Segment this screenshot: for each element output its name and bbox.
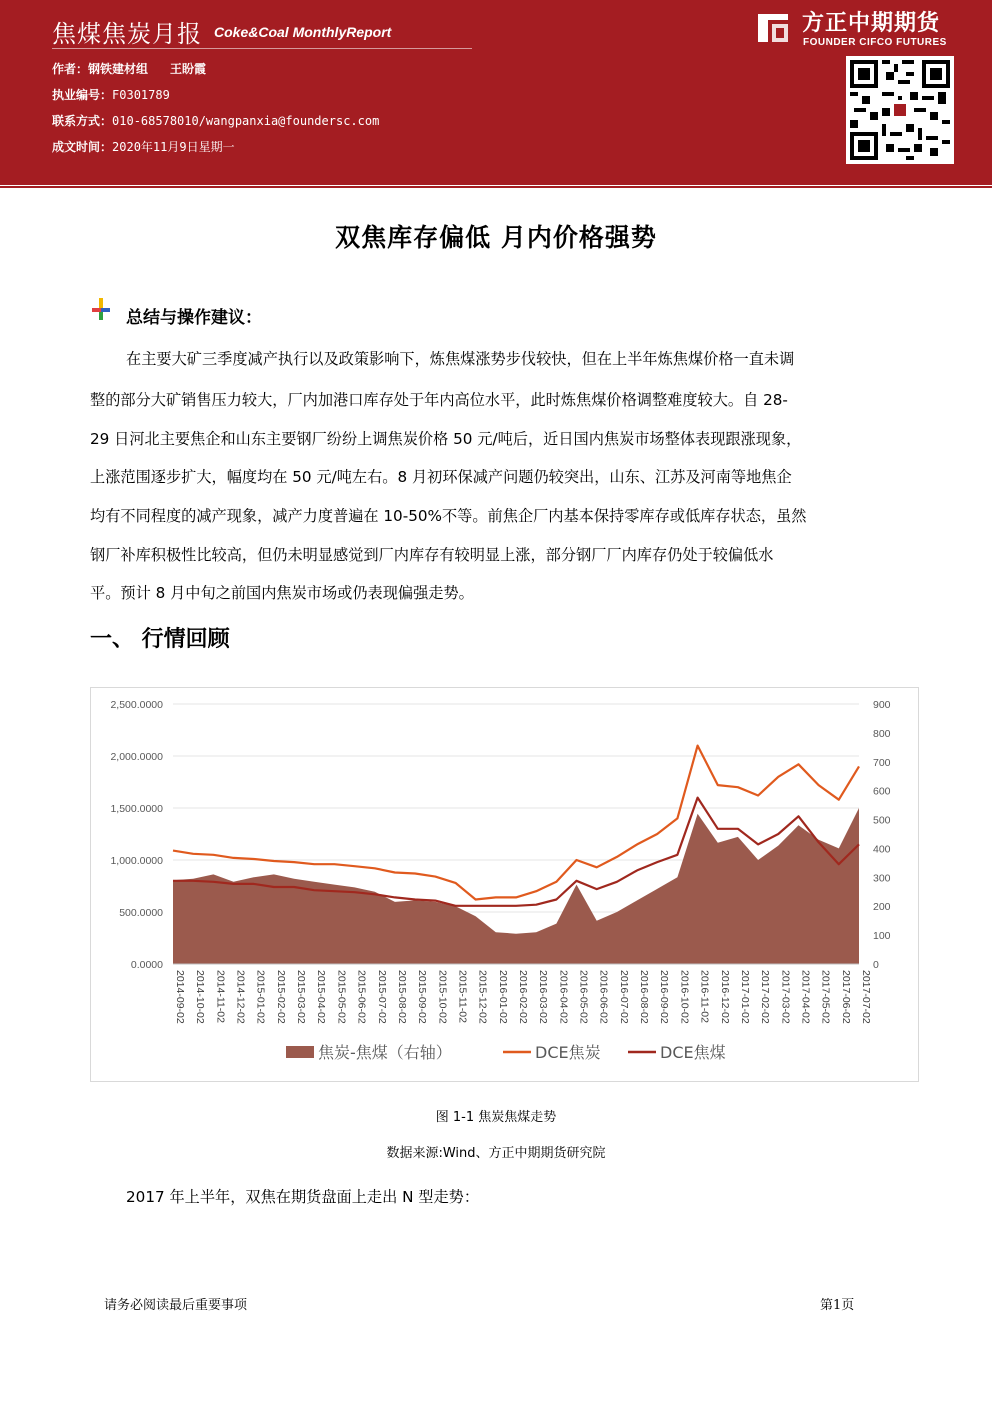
x-tick-label: 2016-12-02: [718, 970, 731, 1024]
date-value: 2020年11月9日星期一: [112, 140, 235, 154]
author-group: 钢铁建材组: [88, 62, 149, 76]
x-tick-label: 2016-05-02: [577, 970, 590, 1024]
x-tick-label: 2015-11-02: [456, 970, 469, 1023]
x-tick-label: 2014-12-02: [234, 970, 247, 1024]
summary-line: 钢厂补库积极性比较高，但仍未明显感觉到厂内库存有较明显上涨，部分钢厂厂内库存仍处于较偏低水: [90, 546, 774, 564]
figure-source: 数据来源:Wind、方正中期期货研究院: [386, 1146, 606, 1161]
y-right-tick-label: 300: [873, 872, 891, 885]
x-tick-label: 2016-08-02: [638, 970, 651, 1024]
footer-page-number: 第1页: [820, 1298, 855, 1313]
x-tick-label: 2016-03-02: [537, 970, 550, 1024]
x-tick-label: 2016-07-02: [617, 970, 630, 1024]
date-row: [52, 138, 235, 155]
author-row: [52, 60, 206, 77]
x-tick-label: 2015-03-02: [295, 970, 308, 1024]
y-right-tick-label: 500: [873, 814, 891, 827]
x-tick-label: 2017-01-02: [738, 970, 751, 1024]
y-right-tick-label: 200: [873, 901, 891, 914]
license-row: [52, 86, 170, 103]
x-tick-label: 2017-03-02: [779, 970, 792, 1024]
header-rule: [0, 178, 992, 185]
y-right-tick-label: 900: [873, 699, 891, 711]
report-title-en: Coke&Coal MonthlyReport: [214, 24, 392, 40]
x-tick-label: 2017-02-02: [759, 970, 772, 1024]
logo-text-en: FOUNDER CIFCO FUTURES: [803, 37, 947, 48]
license-label: 执业编号：: [52, 88, 113, 102]
y-left-tick-label: 1,500.0000: [110, 803, 163, 815]
x-tick-label: 2015-07-02: [375, 970, 388, 1024]
x-tick-label: 2017-05-02: [819, 970, 832, 1024]
header-divider: [52, 48, 472, 49]
y-right-tick-label: 700: [873, 756, 891, 769]
x-tick-label: 2015-01-02: [254, 970, 267, 1024]
x-tick-label: 2016-04-02: [557, 970, 570, 1024]
legend-label: 焦炭-焦煤（右轴）: [318, 1043, 452, 1062]
y-left-tick-label: 2,000.0000: [110, 751, 163, 763]
x-tick-label: 2017-04-02: [799, 970, 812, 1024]
y-right-tick-label: 600: [873, 785, 891, 798]
price-chart: [90, 687, 919, 1082]
x-tick-label: 2016-11-02: [698, 970, 711, 1023]
y-left-tick-label: 2,500.0000: [110, 699, 163, 711]
x-tick-label: 2015-10-02: [436, 970, 449, 1024]
license-value: F0301789: [112, 88, 170, 102]
x-tick-label: 2015-02-02: [274, 970, 287, 1024]
y-right-tick-label: 100: [873, 930, 891, 943]
y-right-tick-label: 400: [873, 843, 891, 856]
date-label: 成文时间：: [52, 140, 113, 154]
x-tick-label: 2014-09-02: [174, 970, 186, 1024]
x-tick-label: 2015-05-02: [335, 970, 348, 1024]
y-right-tick-label: 0: [873, 959, 879, 971]
y-left-tick-label: 1,000.0000: [110, 855, 163, 867]
contact-label: 联系方式：: [52, 114, 113, 128]
y-left-tick-label: 0.0000: [130, 959, 163, 971]
footer-disclaimer: 请务必阅读最后重要事项: [104, 1298, 248, 1313]
x-tick-label: 2015-06-02: [355, 970, 368, 1024]
contact-value: 010-68578010/wangpanxia@foundersc.com: [112, 114, 380, 128]
x-tick-label: 2017-06-02: [839, 970, 852, 1024]
x-tick-label: 2014-11-02: [214, 970, 227, 1023]
x-tick-label: 2017-07-02: [860, 970, 872, 1024]
legend-label: DCE焦炭: [535, 1043, 601, 1062]
x-tick-label: 2016-06-02: [597, 970, 610, 1024]
figure-caption: 图 1-1 焦炭焦煤走势: [435, 1110, 557, 1125]
summary-line: 在主要大矿三季度减产执行以及政策影响下，炼焦煤涨势步伐较快，但在上半年炼焦煤价格一直未调: [126, 350, 795, 368]
x-tick-label: 2016-02-02: [517, 970, 529, 1024]
x-tick-label: 2015-04-02: [315, 970, 328, 1024]
x-tick-label: 2016-09-02: [658, 970, 671, 1024]
logo-text-cn: 方正中期期货: [802, 11, 941, 36]
document-title: 双焦库存偏低 月内价格强势: [335, 223, 657, 252]
summary-line: 均有不同程度的减产现象，减产力度普遍在 10-50%不等。前焦企厂内基本保持零库存或低库存状态，虽然: [90, 507, 807, 525]
price-chart-svg: [91, 688, 918, 1081]
contact-row: [52, 112, 379, 129]
y-right-tick-label: 800: [873, 727, 891, 740]
x-tick-label: 2014-10-02: [194, 970, 207, 1024]
header-rule-thin: [0, 186, 992, 188]
summary-heading: 总结与操作建议：: [126, 308, 262, 328]
section-heading: 一、 行情回顾: [90, 627, 230, 652]
x-tick-label: 2016-10-02: [678, 970, 691, 1024]
report-title-cn: 焦煤焦炭月报: [52, 20, 202, 48]
summary-line: 29 日河北主要焦企和山东主要钢厂纷纷上调焦炭价格 50 元/吨后，近日国内焦炭市场整体表现跟涨现象，: [90, 430, 802, 448]
author-label: 作者：: [52, 62, 89, 76]
x-tick-label: 2015-08-02: [395, 970, 408, 1024]
qr-code-icon: [846, 56, 954, 164]
author-name: 王盼霞: [170, 62, 207, 76]
section-bullet-icon: [90, 298, 112, 320]
summary-line: 上涨范围逐步扩大，幅度均在 50 元/吨左右。8 月初环保减产问题仍较突出，山东、江苏及河南等地焦企: [90, 468, 792, 486]
founder-logo-icon: [754, 10, 792, 46]
legend-label: DCE焦煤: [660, 1043, 726, 1062]
x-tick-label: 2015-12-02: [476, 970, 489, 1024]
body-paragraph: 2017 年上半年，双焦在期货盘面上走出 N 型走势：: [126, 1188, 480, 1206]
summary-line: 平。预计 8 月中旬之前国内焦炭市场或仍表现偏强走势。: [90, 584, 474, 602]
legend-swatch: [286, 1046, 314, 1058]
y-left-tick-label: 500.0000: [119, 907, 163, 919]
x-tick-label: 2015-09-02: [416, 970, 429, 1024]
x-tick-label: 2016-01-02: [496, 970, 509, 1024]
summary-line: 整的部分大矿销售压力较大，厂内加港口库存处于年内高位水平，此时炼焦煤价格调整难度较大。自 28-: [90, 391, 788, 409]
